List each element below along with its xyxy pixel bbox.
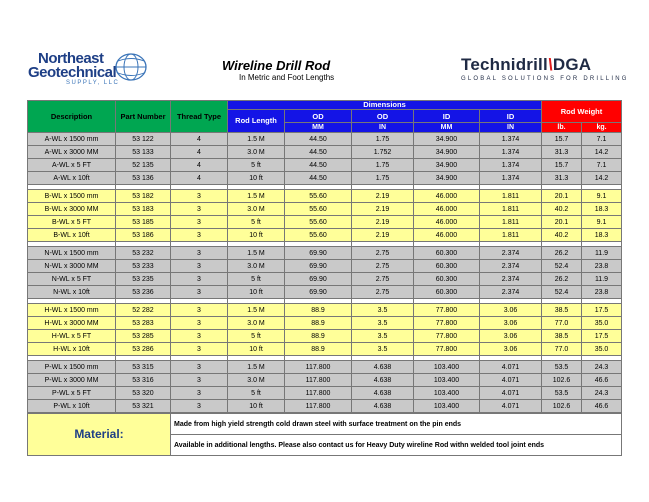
cell-id-mm: 103.400 [414, 387, 480, 400]
cell-weight-kg: 46.6 [582, 400, 622, 414]
cell-thread-type: 3 [171, 304, 228, 317]
table-row [28, 190, 622, 203]
cell-weight-lb: 31.3 [542, 172, 582, 185]
cell-description: B-WL x 3000 MM [28, 203, 116, 216]
cell-weight-lb: 20.1 [542, 216, 582, 229]
cell-weight-lb: 26.2 [542, 273, 582, 286]
header-rod-weight: Rod Weight [542, 101, 622, 123]
table-row [28, 172, 622, 185]
table-row [28, 304, 622, 317]
cell-id-mm: 77.800 [414, 330, 480, 343]
table-row [28, 343, 622, 356]
cell-id-mm: 60.300 [414, 273, 480, 286]
technidrill-name-part2: DGA [552, 55, 592, 74]
table-row [28, 317, 622, 330]
cell-rod-length: 1.5 M [228, 190, 285, 203]
cell-od-mm: 69.90 [285, 260, 352, 273]
cell-thread-type: 3 [171, 247, 228, 260]
cell-weight-lb: 40.2 [542, 203, 582, 216]
cell-od-in: 2.19 [352, 216, 414, 229]
cell-weight-lb: 31.3 [542, 146, 582, 159]
cell-rod-length: 10 ft [228, 286, 285, 299]
table-row [28, 260, 622, 273]
cell-weight-kg: 18.3 [582, 203, 622, 216]
cell-description: H-WL x 10ft [28, 343, 116, 356]
cell-thread-type: 3 [171, 273, 228, 286]
cell-rod-length: 3.0 M [228, 146, 285, 159]
table-row [28, 229, 622, 242]
cell-id-mm: 77.800 [414, 343, 480, 356]
cell-od-mm: 117.800 [285, 361, 352, 374]
cell-weight-kg: 24.3 [582, 361, 622, 374]
cell-part-number: 53 133 [116, 146, 171, 159]
cell-weight-kg: 46.6 [582, 374, 622, 387]
cell-weight-lb: 40.2 [542, 229, 582, 242]
cell-id-mm: 46.000 [414, 203, 480, 216]
cell-description: N-WL x 1500 mm [28, 247, 116, 260]
technidrill-slash: \ [547, 55, 553, 74]
cell-description: P-WL x 10ft [28, 400, 116, 414]
cell-weight-kg: 14.2 [582, 172, 622, 185]
cell-thread-type: 3 [171, 260, 228, 273]
cell-od-mm: 88.9 [285, 317, 352, 330]
cell-rod-length: 10 ft [228, 400, 285, 414]
header-part-number: Part Number [116, 101, 171, 133]
cell-od-in: 4.638 [352, 361, 414, 374]
cell-id-in: 3.06 [480, 317, 542, 330]
cell-thread-type: 3 [171, 400, 228, 414]
cell-id-mm: 46.000 [414, 190, 480, 203]
cell-weight-lb: 52.4 [542, 286, 582, 299]
cell-weight-kg: 17.5 [582, 330, 622, 343]
cell-od-in: 2.19 [352, 203, 414, 216]
cell-part-number: 53 233 [116, 260, 171, 273]
cell-od-mm: 55.60 [285, 203, 352, 216]
table-row [28, 374, 622, 387]
table-row [28, 203, 622, 216]
cell-weight-lb: 53.5 [542, 387, 582, 400]
cell-weight-lb: 20.1 [542, 190, 582, 203]
cell-od-in: 2.75 [352, 286, 414, 299]
cell-od-in: 1.75 [352, 172, 414, 185]
header-thread-type: Thread Type [171, 101, 228, 133]
cell-rod-length: 10 ft [228, 229, 285, 242]
cell-thread-type: 4 [171, 172, 228, 185]
cell-part-number: 52 282 [116, 304, 171, 317]
cell-weight-lb: 15.7 [542, 133, 582, 146]
cell-rod-length: 5 ft [228, 273, 285, 286]
cell-thread-type: 3 [171, 190, 228, 203]
cell-od-in: 3.5 [352, 304, 414, 317]
cell-id-in: 1.811 [480, 229, 542, 242]
cell-od-in: 2.75 [352, 247, 414, 260]
technidrill-tagline: GLOBAL SOLUTIONS FOR DRILLING [461, 76, 629, 82]
cell-thread-type: 3 [171, 216, 228, 229]
cell-id-in: 2.374 [480, 260, 542, 273]
cell-id-in: 3.06 [480, 343, 542, 356]
cell-od-mm: 44.50 [285, 133, 352, 146]
cell-description: N-WL x 5 FT [28, 273, 116, 286]
cell-od-in: 3.5 [352, 343, 414, 356]
cell-rod-length: 5 ft [228, 330, 285, 343]
cell-description: P-WL x 3000 MM [28, 374, 116, 387]
table-row [28, 330, 622, 343]
cell-id-in: 3.06 [480, 304, 542, 317]
header-unit-od-in: IN [352, 123, 414, 133]
header-od-mm: OD [285, 110, 352, 123]
header-unit-kg: kg. [582, 123, 622, 133]
cell-part-number: 53 321 [116, 400, 171, 414]
cell-part-number: 53 236 [116, 286, 171, 299]
cell-od-in: 3.5 [352, 330, 414, 343]
cell-description: B-WL x 5 FT [28, 216, 116, 229]
table-row [28, 286, 622, 299]
cell-weight-lb: 77.0 [542, 343, 582, 356]
cell-id-in: 2.374 [480, 273, 542, 286]
cell-rod-length: 10 ft [228, 172, 285, 185]
cell-description: H-WL x 1500 mm [28, 304, 116, 317]
cell-id-in: 1.374 [480, 146, 542, 159]
cell-weight-kg: 23.8 [582, 286, 622, 299]
cell-weight-kg: 23.8 [582, 260, 622, 273]
cell-id-in: 1.811 [480, 203, 542, 216]
cell-weight-kg: 35.0 [582, 343, 622, 356]
cell-id-mm: 60.300 [414, 247, 480, 260]
cell-id-in: 4.071 [480, 387, 542, 400]
cell-od-in: 2.75 [352, 273, 414, 286]
cell-description: N-WL x 3000 MM [28, 260, 116, 273]
table-row [28, 361, 622, 374]
cell-part-number: 53 186 [116, 229, 171, 242]
cell-weight-lb: 38.5 [542, 330, 582, 343]
cell-description: H-WL x 3000 MM [28, 317, 116, 330]
cell-thread-type: 3 [171, 203, 228, 216]
cell-od-in: 2.19 [352, 229, 414, 242]
cell-id-in: 2.374 [480, 286, 542, 299]
cell-description: A-WL x 1500 mm [28, 133, 116, 146]
header-rod-length: Rod Length [228, 110, 285, 133]
cell-thread-type: 3 [171, 387, 228, 400]
cell-rod-length: 5 ft [228, 387, 285, 400]
cell-id-mm: 34.900 [414, 159, 480, 172]
cell-id-in: 1.811 [480, 216, 542, 229]
header-description: Description [28, 101, 116, 133]
cell-thread-type: 3 [171, 317, 228, 330]
cell-od-in: 3.5 [352, 317, 414, 330]
cell-weight-kg: 11.9 [582, 247, 622, 260]
header-unit-id-mm: MM [414, 123, 480, 133]
header-dimensions: Dimensions [228, 101, 542, 110]
cell-thread-type: 4 [171, 159, 228, 172]
cell-od-in: 4.638 [352, 387, 414, 400]
cell-od-mm: 117.800 [285, 387, 352, 400]
cell-thread-type: 3 [171, 229, 228, 242]
table-row [28, 247, 622, 260]
cell-od-mm: 88.9 [285, 343, 352, 356]
cell-part-number: 53 320 [116, 387, 171, 400]
cell-description: A-WL x 5 FT [28, 159, 116, 172]
header-unit-od-mm: MM [285, 123, 352, 133]
cell-od-in: 4.638 [352, 374, 414, 387]
cell-part-number: 53 183 [116, 203, 171, 216]
cell-od-mm: 88.9 [285, 304, 352, 317]
cell-part-number: 52 135 [116, 159, 171, 172]
cell-rod-length: 3.0 M [228, 203, 285, 216]
page-subtitle: In Metric and Foot Lengths [239, 73, 335, 82]
logo-line-1: Northeast [38, 50, 104, 67]
cell-od-mm: 69.90 [285, 247, 352, 260]
cell-part-number: 53 286 [116, 343, 171, 356]
cell-od-in: 1.75 [352, 159, 414, 172]
logo-line-2: Geotechnical [28, 64, 117, 81]
cell-part-number: 53 316 [116, 374, 171, 387]
cell-weight-lb: 77.0 [542, 317, 582, 330]
cell-od-mm: 69.90 [285, 286, 352, 299]
cell-thread-type: 3 [171, 374, 228, 387]
table-row [28, 273, 622, 286]
cell-description: H-WL x 5 FT [28, 330, 116, 343]
cell-rod-length: 1.5 M [228, 133, 285, 146]
cell-weight-lb: 52.4 [542, 260, 582, 273]
cell-description: A-WL x 10ft [28, 172, 116, 185]
cell-id-mm: 34.900 [414, 172, 480, 185]
material-availability: Available in additional lengths. Please also contact us for Heavy Duty wireline Rod withn welded tool joint ends [171, 435, 622, 456]
cell-rod-length: 3.0 M [228, 260, 285, 273]
cell-weight-kg: 17.5 [582, 304, 622, 317]
cell-od-mm: 44.50 [285, 172, 352, 185]
cell-weight-kg: 35.0 [582, 317, 622, 330]
table-row [28, 216, 622, 229]
cell-description: P-WL x 5 FT [28, 387, 116, 400]
cell-od-mm: 117.800 [285, 400, 352, 414]
cell-id-mm: 77.800 [414, 304, 480, 317]
cell-thread-type: 4 [171, 133, 228, 146]
cell-weight-lb: 102.6 [542, 400, 582, 414]
cell-od-in: 2.19 [352, 190, 414, 203]
technidrill-name [461, 55, 629, 75]
cell-id-in: 4.071 [480, 361, 542, 374]
cell-part-number: 53 283 [116, 317, 171, 330]
cell-rod-length: 3.0 M [228, 317, 285, 330]
cell-od-mm: 55.60 [285, 229, 352, 242]
cell-description: A-WL x 3000 MM [28, 146, 116, 159]
cell-od-in: 4.638 [352, 400, 414, 414]
cell-part-number: 53 235 [116, 273, 171, 286]
header-row-1 [28, 101, 622, 110]
cell-id-mm: 103.400 [414, 361, 480, 374]
cell-weight-kg: 14.2 [582, 146, 622, 159]
cell-id-mm: 77.800 [414, 317, 480, 330]
cell-thread-type: 3 [171, 343, 228, 356]
cell-id-in: 1.374 [480, 133, 542, 146]
cell-part-number: 53 122 [116, 133, 171, 146]
table-row [28, 146, 622, 159]
cell-od-mm: 55.60 [285, 216, 352, 229]
cell-od-mm: 88.9 [285, 330, 352, 343]
cell-weight-kg: 24.3 [582, 387, 622, 400]
cell-id-mm: 34.900 [414, 133, 480, 146]
globe-icon [114, 52, 148, 82]
cell-rod-length: 5 ft [228, 159, 285, 172]
technidrill-name-part1: Technidrill [461, 55, 548, 74]
cell-description: P-WL x 1500 mm [28, 361, 116, 374]
cell-weight-kg: 18.3 [582, 229, 622, 242]
cell-part-number: 53 182 [116, 190, 171, 203]
cell-id-mm: 34.900 [414, 146, 480, 159]
material-row-1 [28, 413, 622, 435]
cell-weight-kg: 7.1 [582, 133, 622, 146]
cell-od-mm: 44.50 [285, 146, 352, 159]
cell-rod-length: 1.5 M [228, 361, 285, 374]
cell-description: B-WL x 10ft [28, 229, 116, 242]
cell-weight-lb: 38.5 [542, 304, 582, 317]
cell-id-mm: 60.300 [414, 260, 480, 273]
northeast-geotechnical-logo [28, 50, 178, 90]
cell-id-mm: 103.400 [414, 374, 480, 387]
cell-id-in: 3.06 [480, 330, 542, 343]
cell-od-in: 2.75 [352, 260, 414, 273]
cell-thread-type: 4 [171, 146, 228, 159]
cell-weight-kg: 7.1 [582, 159, 622, 172]
cell-part-number: 53 136 [116, 172, 171, 185]
table-row [28, 387, 622, 400]
page-title: Wireline Drill Rod [222, 58, 331, 73]
material-description: Made from high yield strength cold drawn steel with surface treatment on the pin ends [171, 413, 622, 435]
cell-part-number: 53 185 [116, 216, 171, 229]
cell-weight-kg: 9.1 [582, 190, 622, 203]
table-row [28, 133, 622, 146]
cell-od-in: 1.75 [352, 133, 414, 146]
cell-id-in: 4.071 [480, 400, 542, 414]
cell-id-in: 2.374 [480, 247, 542, 260]
cell-od-in: 1.752 [352, 146, 414, 159]
cell-od-mm: 55.60 [285, 190, 352, 203]
cell-rod-length: 10 ft [228, 343, 285, 356]
cell-id-mm: 60.300 [414, 286, 480, 299]
cell-weight-lb: 102.6 [542, 374, 582, 387]
cell-od-mm: 69.90 [285, 273, 352, 286]
material-label: Material: [28, 413, 171, 456]
cell-weight-kg: 9.1 [582, 216, 622, 229]
rod-spec-table [27, 100, 622, 456]
cell-part-number: 53 315 [116, 361, 171, 374]
header-od-in: OD [352, 110, 414, 123]
cell-id-in: 1.374 [480, 172, 542, 185]
header-id-mm: ID [414, 110, 480, 123]
cell-od-mm: 117.800 [285, 374, 352, 387]
technidrill-dga-logo [461, 55, 629, 82]
header-unit-lb: lb. [542, 123, 582, 133]
cell-od-mm: 44.50 [285, 159, 352, 172]
cell-description: B-WL x 1500 mm [28, 190, 116, 203]
cell-thread-type: 3 [171, 286, 228, 299]
cell-rod-length: 5 ft [228, 216, 285, 229]
cell-rod-length: 1.5 M [228, 247, 285, 260]
logo-line-3: SUPPLY, LLC [66, 80, 120, 86]
table-row [28, 159, 622, 172]
cell-id-in: 4.071 [480, 374, 542, 387]
cell-rod-length: 1.5 M [228, 304, 285, 317]
cell-id-in: 1.811 [480, 190, 542, 203]
header-id-in: ID [480, 110, 542, 123]
cell-id-mm: 46.000 [414, 216, 480, 229]
cell-part-number: 53 285 [116, 330, 171, 343]
cell-thread-type: 3 [171, 361, 228, 374]
cell-weight-lb: 53.5 [542, 361, 582, 374]
header-unit-id-in: IN [480, 123, 542, 133]
cell-weight-lb: 26.2 [542, 247, 582, 260]
cell-weight-lb: 15.7 [542, 159, 582, 172]
cell-rod-length: 3.0 M [228, 374, 285, 387]
cell-id-mm: 46.000 [414, 229, 480, 242]
cell-part-number: 53 232 [116, 247, 171, 260]
cell-id-in: 1.374 [480, 159, 542, 172]
cell-thread-type: 3 [171, 330, 228, 343]
table-row [28, 400, 622, 414]
cell-weight-kg: 11.9 [582, 273, 622, 286]
cell-description: N-WL x 10ft [28, 286, 116, 299]
cell-id-mm: 103.400 [414, 400, 480, 414]
